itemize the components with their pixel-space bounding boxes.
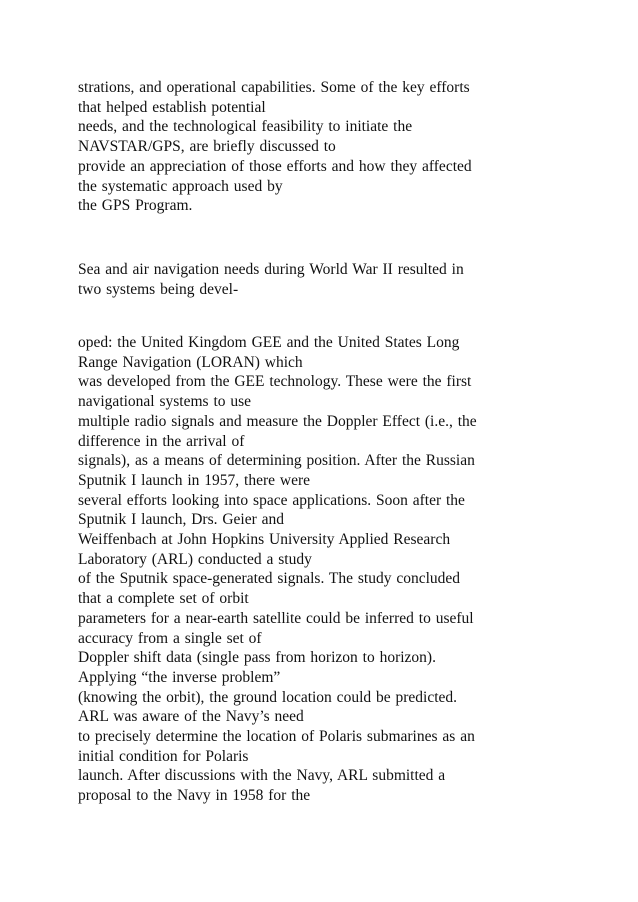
text-line: Sputnik I launch, Drs. Geier and — [78, 511, 285, 529]
text-line: ARL was aware of the Navy’s need — [78, 708, 304, 726]
text-line: multiple radio signals and measure the Doppler Effect (i.e., the — [78, 412, 477, 430]
text-line: Range Navigation (LORAN) which — [78, 353, 303, 371]
text-line: NAVSTAR/GPS, are briefly discussed to — [78, 138, 336, 156]
text-line: proposal to the Navy in 1958 for the — [78, 787, 311, 805]
text-line: accuracy from a single set of — [78, 629, 262, 647]
text-line: oped: the United Kingdom GEE and the United States Long — [78, 334, 460, 351]
text-line: signals), as a means of determining position. After the Russian — [78, 452, 475, 470]
paragraph-key-efforts — [78, 78, 618, 216]
text-line: the GPS Program. — [78, 197, 193, 215]
text-line: several efforts looking into space applications. Soon after the — [78, 491, 465, 509]
text-line: parameters for a near-earth satellite could be inferred to useful — [78, 609, 474, 627]
text-line: was developed from the GEE technology. These were the first — [78, 373, 472, 391]
text-line: needs, and the technological feasibility to initiate the — [78, 118, 413, 136]
text-line: Applying “the inverse problem” — [78, 668, 281, 686]
text-line: Doppler shift data (single pass from horizon to horizon). — [78, 649, 436, 667]
text-line: navigational systems to use — [78, 393, 252, 411]
text-line: Sea and air navigation needs during World War II resulted in — [78, 261, 464, 278]
text-line: difference in the arrival of — [78, 432, 245, 450]
paragraph-gee-loran-transit — [78, 333, 618, 806]
text-line: to precisely determine the location of Polaris submarines as an — [78, 728, 475, 746]
paragraph-wwii-navigation — [78, 260, 618, 299]
text-line: initial condition for Polaris — [78, 747, 249, 765]
text-line: the systematic approach used by — [78, 177, 283, 195]
text-line: two systems being devel- — [78, 280, 239, 298]
text-line: (knowing the orbit), the ground location could be predicted. — [78, 688, 458, 706]
text-line: launch. After discussions with the Navy, ARL submitted a — [78, 767, 446, 785]
text-line: Weiffenbach at John Hopkins University Applied Research — [78, 531, 451, 549]
text-line: Laboratory (ARL) conducted a study — [78, 550, 312, 568]
text-line: of the Sputnik space-generated signals. The study concluded — [78, 570, 461, 588]
text-line: that helped establish potential — [78, 98, 266, 116]
text-line: provide an appreciation of those efforts and how they affected — [78, 157, 472, 175]
text-line: that a complete set of orbit — [78, 590, 249, 608]
text-line: Sputnik I launch in 1957, there were — [78, 471, 310, 489]
text-line: strations, and operational capabilities. Some of the key efforts — [78, 79, 470, 96]
